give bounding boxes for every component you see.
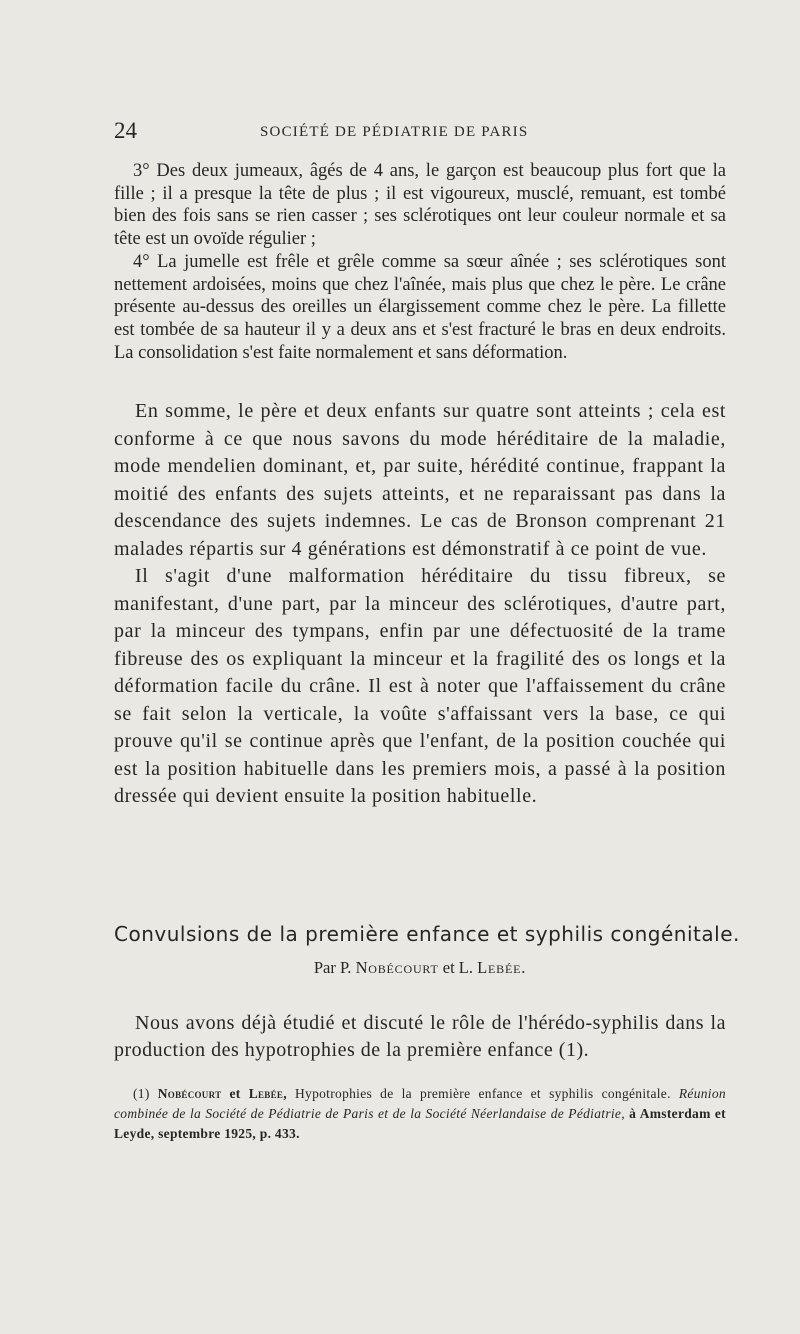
- footnote-join: et: [229, 1086, 241, 1101]
- article-intro: [114, 1010, 726, 1064]
- journal-title: SOCIÉTÉ DE PÉDIATRIE DE PARIS: [260, 124, 529, 140]
- case-paragraph: 3° Des deux jumeaux, âgés de 4 ans, le garçon est beaucoup plus fort que la fille ; il a presque la tête de plus ; il est vigoureux, musclé, remuant, est tombé bien des fois sans se rien casser ; ses sclérotiques ont leur couleur normale et sa tête est un ovoïde régulier ;: [114, 161, 726, 250]
- footnote-author: Lebée,: [248, 1086, 287, 1101]
- author-name: Lebée.: [477, 958, 527, 977]
- discussion: [114, 398, 726, 811]
- byline-join: et L.: [442, 958, 474, 977]
- byline-prefix: Par P.: [313, 958, 352, 977]
- byline: [114, 958, 726, 978]
- footnote-text: [114, 1084, 726, 1144]
- body-paragraph: Il s'agit d'une malformation héréditaire du tissu fibreux, se manifestant, d'une part, par la minceur des sclérotiques, d'autre part, par la minceur des tympans, enfin par une défectuosité de la trame fibreuse des os expliquant la minceur et la fragilité des os longs et la déformation facile du crâne. Il est à noter que l'affaissement du crâne se fait selon la verticale, la voûte s'affaissant vers la base, ce qui prouve qu'il se continue après que l'enfant, de la position couchée qui est la position habituelle dans les premiers mois, a passé à la position dressée qui devient ensuite la position habituelle.: [114, 565, 726, 807]
- footnote-marker: (1): [133, 1086, 150, 1101]
- intro-paragraph: Nous avons déjà étudié et discuté le rôle de l'hérédo-syphilis dans la production des hypotrophies de la première enfance (1).: [114, 1012, 726, 1061]
- author-name: Nobécourt: [355, 958, 439, 977]
- case-description: [114, 160, 726, 364]
- footnote-details: à Amsterdam et Leyde, septembre 1925, p. 433.: [114, 1106, 726, 1141]
- case-paragraph: 4° La jumelle est frêle et grêle comme sa sœur aînée ; ses sclérotiques sont nettement ardoisées, moins que chez l'aînée, mais plus que chez le père. Le crâne présente au-dessus des oreilles un élargissement comme chez le père. La fillette est tombée de sa hauteur il y a deux ans et s'est fracturé le bras en deux endroits. La consolidation s'est faite normalement et sans déformation.: [114, 251, 726, 363]
- body-paragraph: En somme, le père et deux enfants sur quatre sont atteints ; cela est conforme à ce que nous savons du mode héréditaire de la maladie, mode mendelien dominant, et, par suite, hérédité continue, frappant la moitié des enfants des sujets atteints, et ne reparaissant pas dans la descendance des sujets indemnes. Le cas de Bronson comprenant 21 malades répartis sur 4 générations est démonstratif à ce point de vue.: [114, 400, 726, 560]
- running-head: [114, 118, 724, 146]
- article-title: Convulsions de la première enfance et syphilis congénitale.: [114, 922, 740, 946]
- footnote-work: Hypotrophies de la première enfance et syphilis congénitale.: [294, 1086, 671, 1101]
- footnote: [114, 1084, 726, 1144]
- footnote-author: Nobécourt: [157, 1086, 222, 1101]
- page-number: 24: [114, 118, 137, 143]
- footnote-venue: Réunion combinée de la Société de Pédiatrie de Paris et de la Société Néerlandaise de Pédiatrie,: [114, 1086, 726, 1121]
